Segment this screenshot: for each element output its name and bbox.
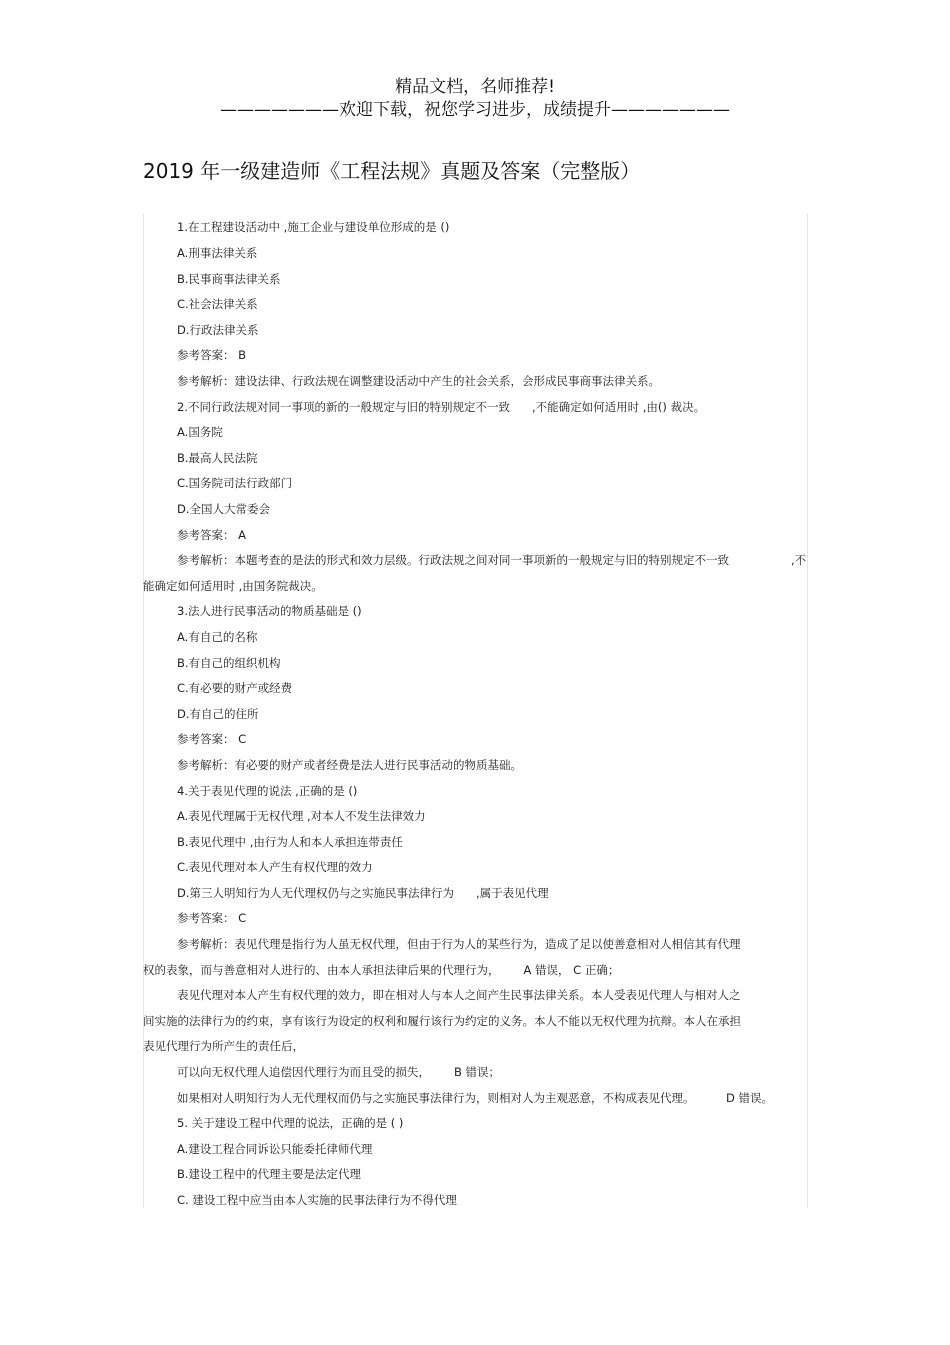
question-4-stem: 4.关于表见代理的说法 ,正确的是 () bbox=[177, 784, 358, 798]
question-3-stem: 3.法人进行民事活动的物质基础是 () bbox=[177, 604, 362, 618]
question-2-answer: 参考答案： A bbox=[177, 528, 247, 542]
question-4-option-b: B.表见代理中 ,由行为人和本人承担连带责任 bbox=[177, 835, 403, 849]
header-line-2: ———————欢迎下载，祝您学习进步，成绩提升——————— bbox=[220, 100, 730, 120]
question-2-option-d: D.全国人大常委会 bbox=[177, 502, 271, 516]
question-5-option-b: B.建设工程中的代理主要是法定代理 bbox=[177, 1167, 362, 1181]
question-2-analysis-line-1-end: ,不 bbox=[791, 553, 807, 567]
header-line-1: 精品文档，名师推荐! bbox=[395, 77, 555, 97]
question-3-option-a: A.有自己的名称 bbox=[177, 630, 258, 644]
question-1-analysis: 参考解析：建设法律、行政法规在调整建设活动中产生的社会关系，会形成民事商事法律关系。 bbox=[177, 374, 660, 388]
question-2-option-b: B.最高人民法院 bbox=[177, 451, 258, 465]
question-4-analysis-line-4: 间实施的法律行为的约束，享有该行为设定的权利和履行该行为约定的义务。本人不能以无权代理为抗辩。本人在承担 bbox=[143, 1014, 741, 1028]
question-4-option-a: A.表见代理属于无权代理 ,对本人不发生法律效力 bbox=[177, 809, 426, 823]
question-4-analysis-line-5: 表见代理行为所产生的责任后， bbox=[143, 1039, 304, 1053]
question-5-option-a: A.建设工程合同诉讼只能委托律师代理 bbox=[177, 1142, 373, 1156]
question-2-stem bbox=[177, 400, 705, 414]
question-4-option-d bbox=[177, 886, 549, 900]
question-2-analysis-line-2: 能确定如何适用时 ,由国务院裁决。 bbox=[143, 579, 323, 593]
question-4-option-d-part-2: ,属于表见代理 bbox=[476, 886, 549, 900]
question-3-option-b: B.有自己的组织机构 bbox=[177, 656, 281, 670]
document-title: 2019 年一级建造师《工程法规》真题及答案（完整版） bbox=[143, 159, 641, 183]
question-4-option-c: C.表见代理对本人产生有权代理的效力 bbox=[177, 860, 373, 874]
question-3-analysis: 参考解析：有必要的财产或者经费是法人进行民事活动的物质基础。 bbox=[177, 758, 522, 772]
question-4-analysis-line-1: 参考解析：表见代理是指行为人虽无权代理，但由于行为人的某些行为，造成了足以使善意相对人相信其有代理 bbox=[177, 937, 741, 951]
question-4-analysis-line-2 bbox=[143, 963, 619, 977]
question-3-option-d: D.有自己的住所 bbox=[177, 707, 259, 721]
question-2-stem-part-2: ,不能确定如何适用时 ,由() 裁决。 bbox=[531, 400, 706, 414]
question-4-analysis-line-6-part-2: B 错误； bbox=[454, 1065, 501, 1079]
question-1-option-a: A.刑事法律关系 bbox=[177, 246, 258, 260]
question-4-analysis-line-3: 表见代理对本人产生有权代理的效力，即在相对人与本人之间产生民事法律关系。本人受表见代理人与相对人之 bbox=[177, 988, 741, 1002]
question-3-answer: 参考答案： C bbox=[177, 732, 247, 746]
question-4-analysis-line-7-end: D 错误。 bbox=[726, 1091, 774, 1105]
question-4-analysis-line-6-part-1: 可以向无权代理人追偿因代理行为而且受的损失， bbox=[177, 1065, 430, 1079]
question-4-analysis-line-2-part-1: 权的表象，而与善意相对人进行的、由本人承担法律后果的代理行为， bbox=[143, 963, 500, 977]
question-1-stem: 1.在工程建设活动中 ,施工企业与建设单位形成的是 () bbox=[177, 220, 450, 234]
question-4-answer: 参考答案： C bbox=[177, 911, 247, 925]
question-5-stem: 5. 关于建设工程中代理的说法，正确的是 ( ) bbox=[177, 1116, 404, 1130]
question-1-option-b: B.民事商事法律关系 bbox=[177, 272, 281, 286]
question-2-option-a: A.国务院 bbox=[177, 425, 223, 439]
question-1-option-c: C.社会法律关系 bbox=[177, 297, 258, 311]
question-1-option-d: D.行政法律关系 bbox=[177, 323, 259, 337]
question-2-option-c: C.国务院司法行政部门 bbox=[177, 476, 293, 490]
question-4-analysis-line-2-part-2: A 错误， C 正确； bbox=[523, 963, 620, 977]
question-3-option-c: C.有必要的财产或经费 bbox=[177, 681, 293, 695]
question-1-answer: 参考答案： B bbox=[177, 348, 247, 362]
question-4-analysis-line-6 bbox=[177, 1065, 500, 1079]
question-4-analysis-line-7: 如果相对人明知行为人无代理权而仍与之实施民事法律行为，则相对人为主观恶意，不构成表见代理。 bbox=[177, 1091, 695, 1105]
question-2-stem-part-1: 2.不同行政法规对同一事项的新的一般规定与旧的特别规定不一致 bbox=[177, 400, 510, 414]
question-2-analysis-line-1: 参考解析：本题考查的是法的形式和效力层级。行政法规之间对同一事项新的一般规定与旧的特别规定不一致 bbox=[177, 553, 729, 567]
question-4-option-d-part-1: D.第三人明知行为人无代理权仍与之实施民事法律行为 bbox=[177, 886, 455, 900]
question-5-option-c: C. 建设工程中应当由本人实施的民事法律行为不得代理 bbox=[177, 1193, 457, 1207]
